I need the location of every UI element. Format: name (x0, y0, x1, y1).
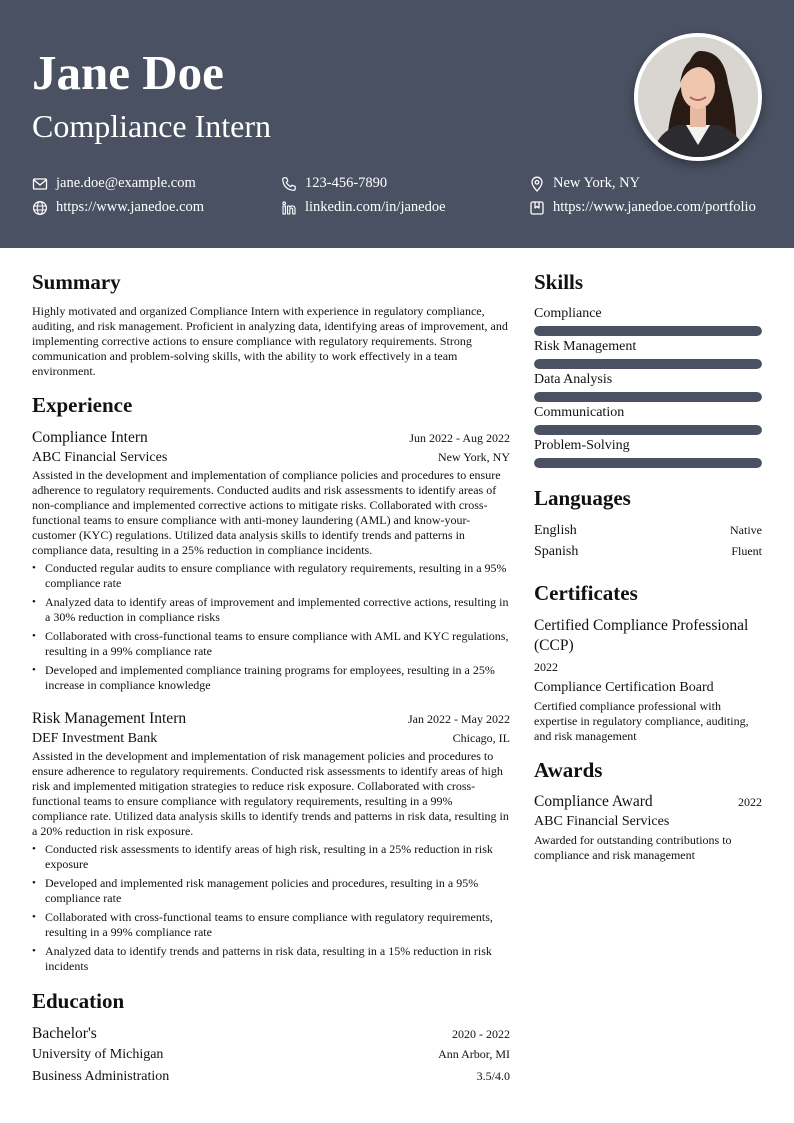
education-school: University of Michigan (32, 1047, 164, 1063)
main-column (32, 270, 510, 1087)
award-issuer: ABC Financial Services (534, 813, 670, 829)
job-bullet: • Developed and implemented risk management policies and procedures, resulting in a 95% compliance rate (32, 876, 510, 906)
skill-bar (534, 425, 762, 435)
contact-portfolio-text[interactable]: https://www.janedoe.com/portfolio (553, 199, 756, 215)
side-column (534, 270, 762, 863)
skill-item (534, 403, 762, 435)
resume-header (0, 0, 794, 248)
job-bullet: • Conducted risk assessments to identify areas of high risk, resulting in a 25% reduction in risk exposure (32, 842, 510, 872)
job-title: Risk Management Intern (32, 710, 187, 728)
contact-portfolio[interactable] (529, 199, 756, 216)
contact-phone-text[interactable]: 123-456-7890 (305, 175, 388, 191)
skill-item (534, 370, 762, 402)
contact-linkedin-text[interactable]: linkedin.com/in/janedoe (305, 199, 446, 215)
award-name: Compliance Award (534, 792, 653, 810)
candidate-role: Compliance Intern (32, 108, 272, 144)
award-row (534, 792, 762, 812)
contact-email[interactable] (32, 175, 196, 192)
contact-website-text[interactable]: https://www.janedoe.com (56, 199, 205, 215)
job-bullet: • Conducted regular audits to ensure compliance with regulatory requirements, resulting in a 95% compliance rate (32, 561, 510, 591)
skills-list (534, 304, 762, 468)
job-description: Assisted in the development and implementation of compliance policies and procedures to ensure adherence to regulatory requirements. Conducted audits and risk assessments to identify areas of non-compliance and implemented corrective actions to mitigate risks. Collaborated with cross-functional teams to ensure compliance with anti-money laundering (AML) and know-your-customer (KYC) regulations. Utilized data analysis skills to identify trends and patterns in compliance data, resulting in a 25% reduction in compliance incidents. (32, 468, 501, 558)
skill-bar-fill (534, 458, 762, 468)
language-name: Spanish (534, 544, 579, 560)
skill-name: Communication (534, 405, 625, 421)
contact-linkedin[interactable] (281, 199, 446, 216)
language-name: English (534, 523, 577, 539)
certificate-issuer: Compliance Certification Board (534, 679, 714, 695)
certificate-name: Certified Compliance Professional (CCP) (534, 616, 749, 654)
education-school-row (32, 1044, 510, 1066)
contact-email-text[interactable]: jane.doe@example.com (56, 175, 196, 191)
skill-item (534, 436, 762, 468)
skill-bar (534, 458, 762, 468)
contact-location-text: New York, NY (553, 175, 641, 191)
skill-bar-fill (534, 425, 762, 435)
language-level: Fluent (731, 544, 762, 559)
job-location: Chicago, IL (452, 731, 510, 746)
globe-icon (32, 200, 48, 216)
language-item (534, 520, 762, 541)
skill-name: Risk Management (534, 339, 637, 355)
skill-bar-fill (534, 359, 762, 369)
skill-bar (534, 326, 762, 336)
job-company: DEF Investment Bank (32, 731, 158, 747)
award-year: 2022 (738, 794, 762, 809)
job-bullet: • Analyzed data to identify trends and patterns in risk data, resulting in a 15% reduction in risk incidents (32, 944, 510, 974)
location-pin-icon (529, 176, 545, 192)
job-date: Jan 2022 - May 2022 (408, 712, 510, 727)
skill-bar-fill (534, 392, 762, 402)
certificates-heading: Certificates (534, 581, 638, 606)
award-description: Awarded for outstanding contributions to compliance and risk management (534, 832, 732, 862)
education-field-row (32, 1066, 510, 1088)
languages-heading: Languages (534, 486, 631, 511)
profile-photo (634, 33, 762, 161)
certificate-year: 2022 (534, 659, 558, 674)
education-degree-row (32, 1024, 510, 1045)
phone-icon (281, 176, 297, 192)
job-bullet: • Collaborated with cross-functional teams to ensure compliance with regulatory requirements, resulting in a 99% compliance rate (32, 910, 510, 940)
skill-name: Compliance (534, 306, 602, 322)
skill-name: Problem-Solving (534, 438, 630, 454)
education-degree: Bachelor's (32, 1024, 97, 1042)
education-gpa: 3.5/4.0 (476, 1068, 510, 1083)
job-bullets (32, 561, 510, 693)
job-bullet: • Analyzed data to identify areas of improvement and implemented corrective actions, resulting in a 30% reduction in compliance risks (32, 595, 510, 625)
job-date: Jun 2022 - Aug 2022 (409, 431, 510, 446)
job-title: Compliance Intern (32, 429, 148, 447)
contact-website[interactable] (32, 199, 204, 216)
job-company: ABC Financial Services (32, 450, 168, 466)
education-heading: Education (32, 989, 125, 1014)
job-bullet: • Developed and implemented compliance training programs for employees, resulting in a 25% increase in compliance knowledge (32, 663, 510, 693)
job-location: New York, NY (437, 450, 510, 465)
education-field: Business Administration (32, 1068, 170, 1084)
skill-item (534, 304, 762, 336)
skill-bar-fill (534, 326, 762, 336)
summary-heading: Summary (32, 270, 121, 294)
experience-entry (32, 708, 510, 974)
experience-heading: Experience (32, 393, 133, 418)
education-dates: 2020 - 2022 (452, 1026, 510, 1041)
job-bullet: • Collaborated with cross-functional teams to ensure compliance with AML and KYC regulations, resulting in a 99% compliance rate (32, 629, 510, 659)
language-level: Native (730, 523, 762, 538)
summary-text: Highly motivated and organized Compliance Intern with experience in regulatory compliance, auditing, and risk management. Proficient in analyzing data, identifying areas of improvement, and implementing corrective actions to ensure compliance with regulatory requirements. Strong communication and problem-solving skills, with the ability to work effectively in a team environment. (32, 304, 508, 379)
profile-photo-image (638, 37, 758, 157)
awards-heading: Awards (534, 757, 603, 782)
education-location: Ann Arbor, MI (438, 1047, 510, 1062)
portfolio-icon (529, 200, 545, 216)
skill-item (534, 337, 762, 369)
contact-location (529, 175, 640, 192)
skill-bar (534, 359, 762, 369)
job-bullets (32, 842, 510, 974)
skill-name: Data Analysis (534, 372, 613, 388)
experience-entry (32, 427, 510, 693)
certificate-description: Certified compliance professional with expertise in regulatory compliance, auditing, and risk management (534, 698, 749, 743)
linkedin-icon (281, 200, 297, 216)
candidate-name: Jane Doe (32, 45, 224, 100)
contact-phone[interactable] (281, 175, 387, 192)
skills-heading: Skills (534, 270, 584, 294)
skill-bar (534, 392, 762, 402)
language-item (534, 541, 762, 562)
job-description: Assisted in the development and implementation of risk management policies and procedures to ensure adherence to regulatory requirements. Conducted risk assessments to identify areas of high risk and implemented mitigation strategies to reduce risk exposure. Collaborated with cross-functional teams to ensure compliance with regulatory requirements, resulting in a 99% compliance rate. Utilized data analysis skills to identify trends and patterns in risk data, resulting in a 20% reduction in risk exposure. (32, 749, 509, 839)
mail-icon (32, 176, 48, 192)
